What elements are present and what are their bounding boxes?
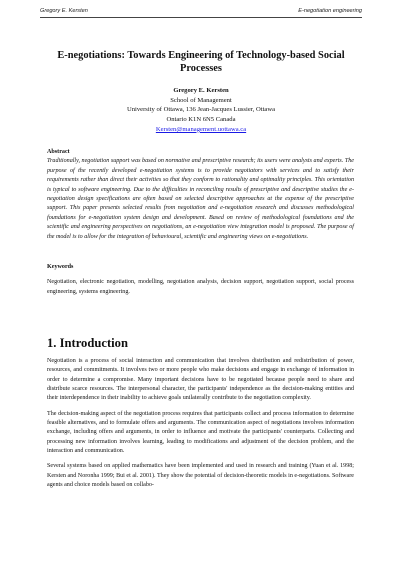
abstract (47, 148, 354, 242)
running-head (40, 8, 362, 14)
keywords-text: Negotiation, electronic negotiation, modelling, negotiation analysis, decision support, negotiation support, social process engineering, systems engineering. (47, 279, 354, 295)
section-body (47, 357, 354, 496)
keywords-label: Keywords (47, 264, 74, 270)
keywords (47, 263, 354, 297)
abstract-label: Abstract (47, 149, 70, 155)
author-name: Gregory E. Kersten (173, 87, 229, 94)
author-school: School of Management (170, 96, 232, 104)
paper-title: E-negotiations: Towards Engineering of Technology-based Social Processes (57, 50, 345, 74)
author-location: Ontario K1N 6N5 Canada (166, 116, 236, 124)
paragraph: Negotiation is a process of social interaction and communication that involves distribution and redistribution of power, resources, and commitments. It involves two or more people who make decisions and engage in exchange of information in order to determine a compromise. Many important decisions have to be negotiated because people need to share and distribute scarce resources. The interpersonal character, the participants' independence as the decision-making entities and their interdependence in their inability to achieve goals unilaterally contribute to the negotiation complexity. (47, 358, 354, 402)
author-email-link[interactable]: Kersten@management.uottawa.ca (155, 125, 247, 133)
paragraph: The decision-making aspect of the negotiation process requires that participants collect and process information to determine feasible alternatives, and to formulate offers and arguments. The communication aspect of negotiations involves information exchange, including offers and arguments, in order to influence and motivate the participants' counterparts. Collecting and processing new information involves learning, leading to modifications and adjustment of the decision problem, and the interaction and communication. (47, 410, 354, 455)
author-block (40, 86, 362, 135)
section-heading: 1. Introduction (47, 336, 128, 350)
header-rule (40, 17, 362, 18)
running-head-title: E-negotiation engineering (298, 8, 362, 14)
abstract-text: Traditionally, negotiation support was based on normative and prescriptive research; its users were analysts and experts. The purpose of the recently developed e-negotiation systems is to provide negotiators with services and to satisfy their requirements rather than direct their activities so that they conform to rationality and optimality principles. This orientation is typical to software engineering. Due to the difficulties in reconciling results of prescriptive and descriptive studies the e-negotiation design specifications are often based on selected descriptive approaches at the expense of the prescriptive support. This paper presents selected results from negotiation and e-negotiation research and discusses methodological foundations for e-negotiation system design and development. Based on review of methodological foundations and the scientific and engineering perspectives on negotiations, an e-negotiation view integration model is proposed. The purpose of the model is to allow for the integration of behavioural, scientific and engineering views on e-negotiations. (47, 158, 354, 240)
paragraph: Several systems based on applied mathematics have been implemented and used in research and training (Yuan et al. 1998; Kersten and Noronha 1999; Bui et al. 2001). They show the potential of decision-theoretic models in e-negotiations. Software agents and choice models based on collabo- (47, 463, 354, 489)
running-head-author: Gregory E. Kersten (40, 8, 88, 14)
author-university: University of Ottawa, 136 Jean-Jacques Lussier, Ottawa (126, 106, 276, 114)
